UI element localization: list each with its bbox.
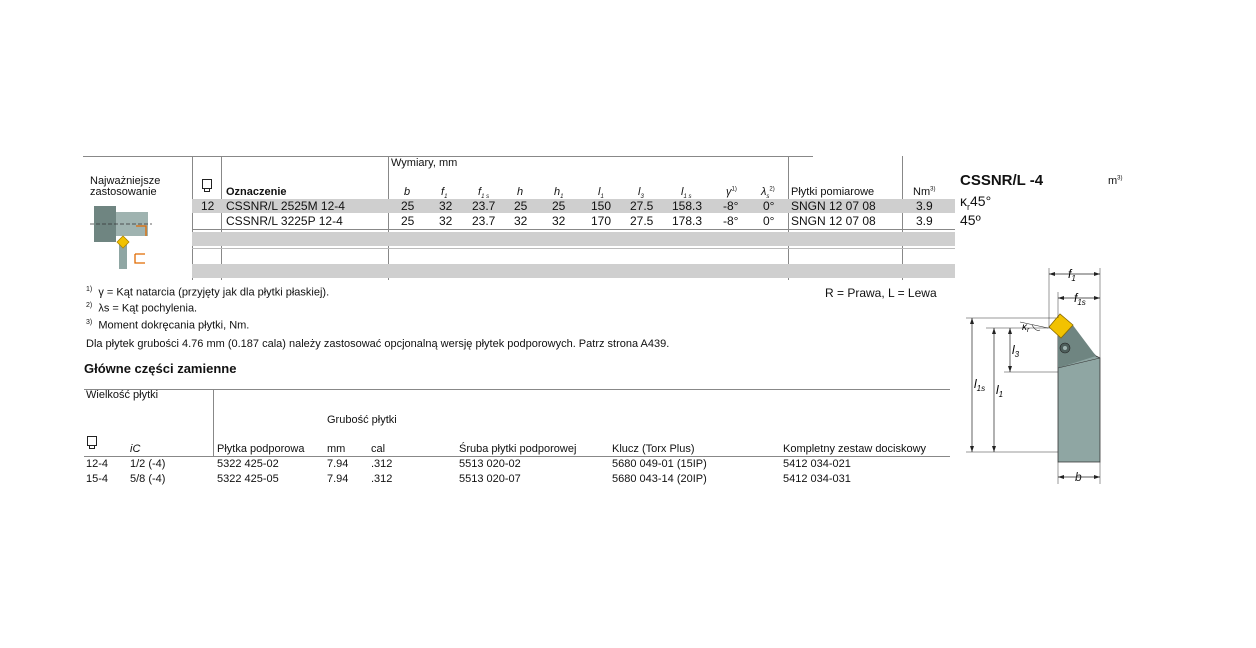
parts-row1-size: 12-4 bbox=[86, 458, 109, 470]
main-applications-label-1: Najważniejsze bbox=[90, 175, 161, 187]
col-f1-header: $f_1$ bbox=[441, 186, 448, 201]
col-divider-5 bbox=[902, 156, 903, 280]
row1-b: 25 bbox=[401, 199, 415, 213]
row1-l3: 27.5 bbox=[630, 199, 654, 213]
row1-l1s: 158.3 bbox=[672, 199, 703, 213]
insert-size-icon bbox=[202, 179, 212, 189]
row2-shim: SNGN 12 07 08 bbox=[791, 214, 876, 228]
row2-b: 25 bbox=[401, 214, 415, 228]
parts-row2-size: 15-4 bbox=[86, 473, 109, 485]
col-l1-header: $l_1$ bbox=[598, 186, 604, 201]
row2-h1: 32 bbox=[552, 214, 566, 228]
row1-lambda: 0° bbox=[763, 199, 775, 213]
parts-row1-ic: 1/2 (-4) bbox=[130, 458, 166, 470]
dimensions-label: Wymiary, mm bbox=[391, 157, 458, 169]
side-title: CSSNR/L -4 bbox=[960, 172, 1044, 189]
row2-f1: 32 bbox=[439, 214, 453, 228]
footnote-4: Dla płytek grubości 4.76 mm (0.187 cala) należy zastosować opcjonalną wersję płytek podporowych. Patrz strona A439. bbox=[86, 338, 670, 350]
col-divider-2 bbox=[221, 156, 222, 280]
footnote-1: $^{1)}$ γ = Kąt natarcia (przyjęty jak dla płytki płaskiej). bbox=[86, 286, 330, 299]
row1-f1s: 23.7 bbox=[472, 199, 496, 213]
parts-row1-cal: .312 bbox=[371, 458, 393, 470]
dim-kr-label: $\kappa_r$ bbox=[1022, 322, 1030, 334]
application-pictogram bbox=[88, 202, 156, 272]
side-kappa: $\kappa_r45^\circ$ bbox=[960, 193, 992, 212]
row2-h: 32 bbox=[514, 214, 528, 228]
tool-holder-drawing bbox=[960, 262, 1110, 486]
dim-l3-label: $l_3$ bbox=[1012, 343, 1020, 359]
row1-designation: CSSNR/L 2525M 12-4 bbox=[226, 199, 345, 213]
dim-f1s-label: $f_{1s}$ bbox=[1074, 291, 1086, 307]
row2-l1: 170 bbox=[591, 214, 612, 228]
row2-lambda: 0° bbox=[763, 214, 775, 228]
row2-l1s: 178.3 bbox=[672, 214, 703, 228]
parts-row1-clamp: 5412 034-021 bbox=[783, 458, 851, 470]
dim-b-label: b bbox=[1075, 470, 1082, 484]
parts-key-header: Klucz (Torx Plus) bbox=[612, 443, 695, 455]
spare-parts-title: Główne części zamienne bbox=[84, 361, 237, 376]
parts-mm-header: mm bbox=[327, 443, 346, 455]
parts-ic-header: iC bbox=[130, 443, 141, 455]
parts-screw-header: Śruba płytki podporowej bbox=[459, 443, 577, 455]
parts-insert-size-label: Wielkość płytki bbox=[86, 389, 159, 401]
parts-row1-shim: 5322 425-02 bbox=[217, 458, 279, 470]
footnote-2: $^{2)}$ λs = Kąt pochylenia. bbox=[86, 302, 198, 315]
dim-l1s-label: $l_{1s}$ bbox=[974, 377, 986, 393]
dim-l1-label: $l_1$ bbox=[996, 383, 1004, 399]
col-divider-4 bbox=[788, 156, 789, 280]
parts-row2-screw: 5513 020-07 bbox=[459, 473, 521, 485]
parts-row2-mm: 7.94 bbox=[327, 473, 349, 485]
parts-row1-mm: 7.94 bbox=[327, 458, 349, 470]
parts-header-rule bbox=[84, 456, 950, 457]
row2-designation: CSSNR/L 3225P 12-4 bbox=[226, 214, 343, 228]
row1-f1: 32 bbox=[439, 199, 453, 213]
row-rule-2 bbox=[192, 248, 955, 249]
row2-f1s: 23.7 bbox=[472, 214, 496, 228]
parts-row2-clamp: 5412 034-031 bbox=[783, 473, 851, 485]
row-band-3 bbox=[192, 264, 955, 278]
dim-f1-label: $f_1$ bbox=[1068, 267, 1076, 283]
row1-gamma: -8° bbox=[723, 199, 739, 213]
col-lambda-header: $\lambda_s^{2)}$ bbox=[761, 186, 775, 201]
parts-cal-header: cal bbox=[371, 443, 386, 455]
col-l3-header: $l_3$ bbox=[638, 186, 644, 201]
col-divider-3 bbox=[388, 156, 389, 280]
row2-nm: 3.9 bbox=[916, 214, 933, 228]
parts-row1-key: 5680 049-01 (15IP) bbox=[612, 458, 707, 470]
col-h1-header: $h_1$ bbox=[554, 186, 564, 201]
main-applications-label-2: zastosowanie bbox=[90, 186, 157, 198]
row-band-2 bbox=[192, 232, 955, 246]
row-rule-1 bbox=[192, 229, 955, 230]
row2-l3: 27.5 bbox=[630, 214, 654, 228]
row1-shim: SNGN 12 07 08 bbox=[791, 199, 876, 213]
shims-header: Płytki pomiarowe bbox=[791, 186, 875, 198]
parts-row2-ic: 5/8 (-4) bbox=[130, 473, 166, 485]
parts-shim-header: Płytka podporowa bbox=[217, 443, 305, 455]
nm-header: Nm$^{3)}$ bbox=[913, 186, 936, 198]
parts-divider bbox=[213, 389, 214, 457]
footnote-3: $^{3)}$ Moment dokręcania płytki, Nm. bbox=[86, 319, 250, 332]
col-gamma-header: $\gamma^{1)}$ bbox=[726, 186, 737, 198]
row1-h1: 25 bbox=[552, 199, 566, 213]
row1-l1: 150 bbox=[591, 199, 612, 213]
parts-row2-cal: .312 bbox=[371, 473, 393, 485]
parts-row2-shim: 5322 425-05 bbox=[217, 473, 279, 485]
col-l1s-header: $l_{1 s}$ bbox=[681, 186, 692, 201]
parts-row1-screw: 5513 020-02 bbox=[459, 458, 521, 470]
parts-clamp-header: Kompletny zestaw dociskowy bbox=[783, 443, 927, 455]
col-b-header: b bbox=[404, 186, 411, 198]
side-m-note: $m^{3)}$ bbox=[1108, 175, 1123, 187]
right-left-legend: R = Prawa, L = Lewa bbox=[825, 286, 937, 300]
side-angle: 45º bbox=[960, 212, 981, 228]
row1-nm: 3.9 bbox=[916, 199, 933, 213]
insert-size-code: 12 bbox=[201, 199, 215, 213]
parts-row2-key: 5680 043-14 (20IP) bbox=[612, 473, 707, 485]
col-f1s-header: $f_{1 s}$ bbox=[478, 186, 490, 201]
parts-insert-icon bbox=[87, 436, 97, 446]
parts-thickness-label: Grubość płytki bbox=[327, 414, 397, 426]
row2-gamma: -8° bbox=[723, 214, 739, 228]
col-divider-1 bbox=[192, 156, 193, 280]
designation-header: Oznaczenie bbox=[226, 186, 287, 198]
col-h-header: h bbox=[517, 186, 524, 198]
row1-h: 25 bbox=[514, 199, 528, 213]
